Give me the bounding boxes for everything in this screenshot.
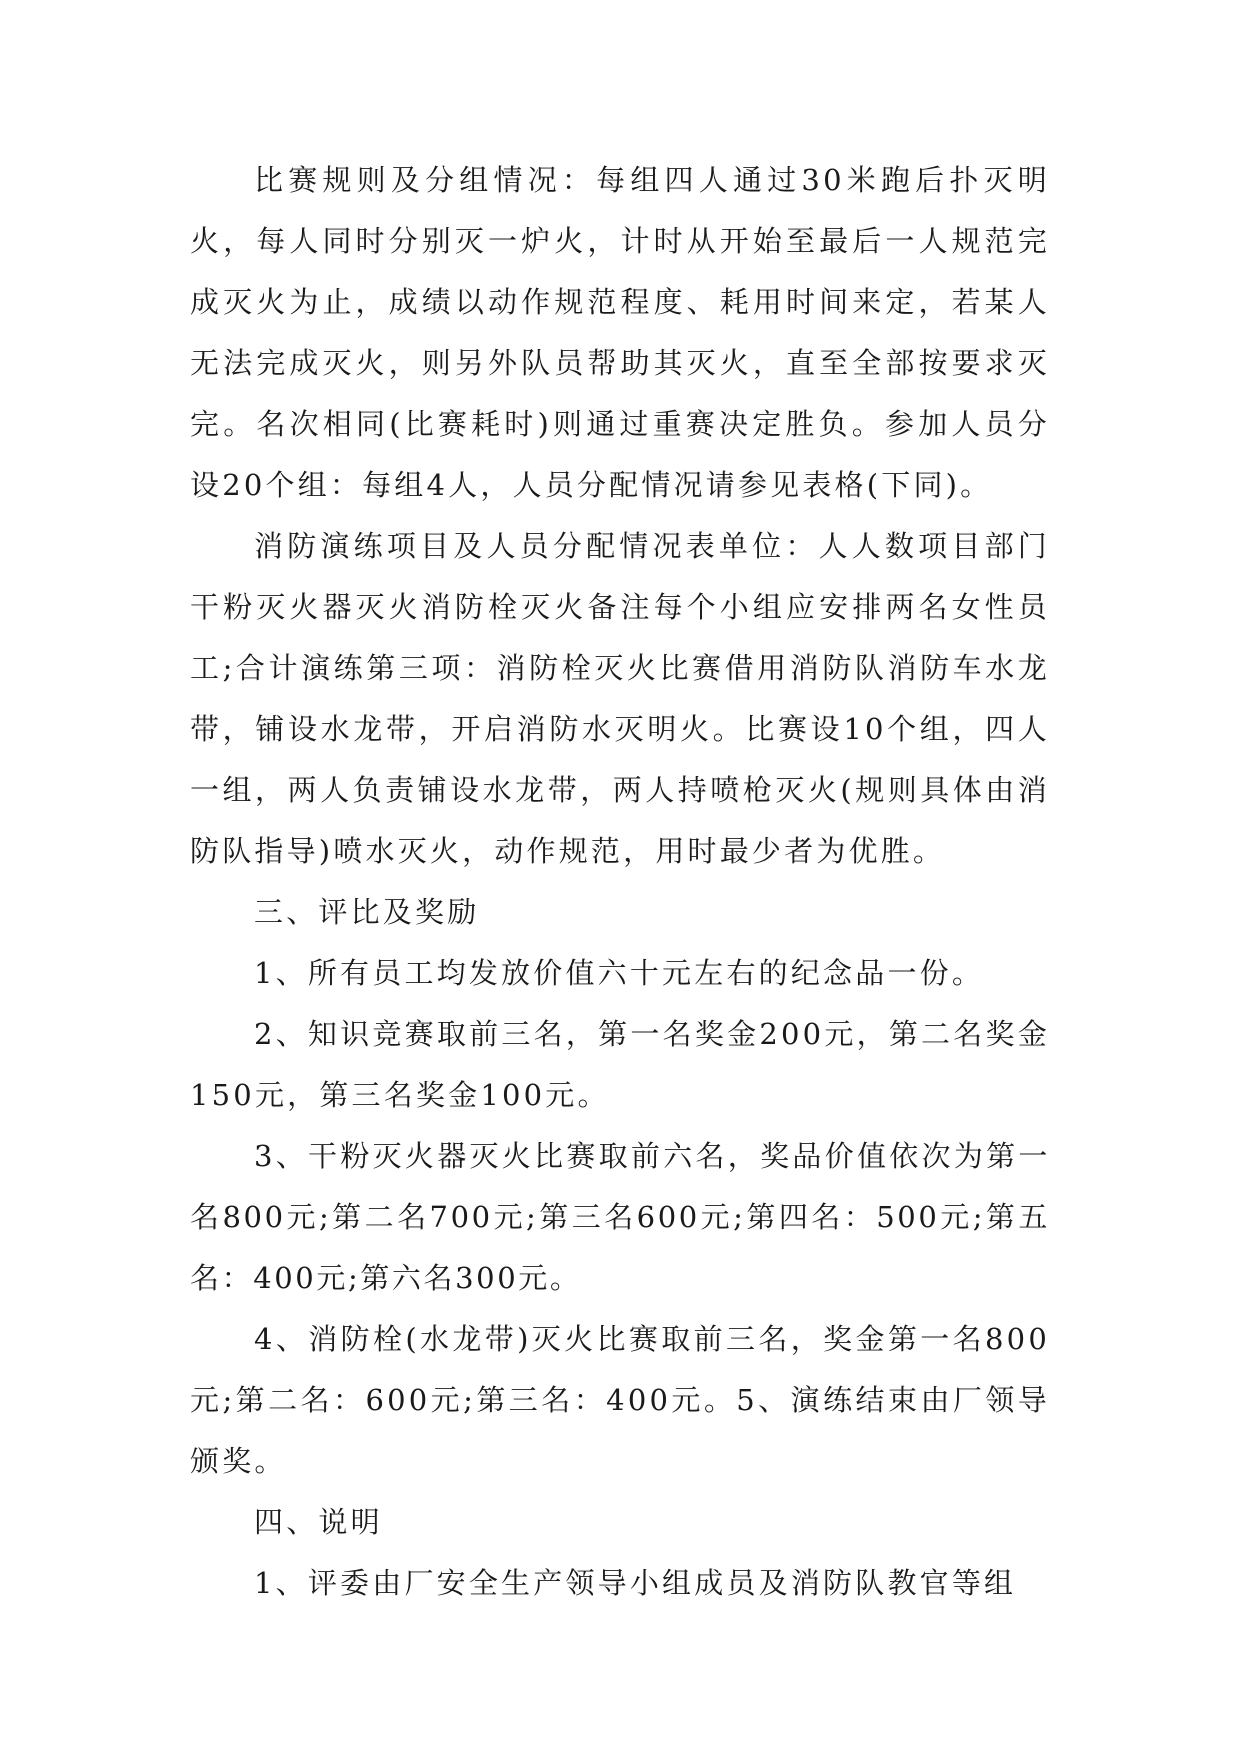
paragraph-award-1: 1、所有员工均发放价值六十元左右的纪念品一份。 <box>254 956 985 990</box>
paragraph-drill-items: 消防演练项目及人员分配情况表单位：人人数项目部门干粉灭火器灭火消防栓灭火备注每个小组应安排两名女性员工;合计演练第三项：消防栓灭火比赛借用消防队消防车水龙带，铺设水龙带，开启消防水灭明火。比赛设10个组，四人一组，两人负责铺设水龙带，两人持喷枪灭火(规则具体由消防队指导)喷水灭火，动作规范，用时最少者为优胜。 <box>190 529 1050 868</box>
section-heading-notes: 四、说明 <box>254 1505 383 1539</box>
paragraph-award-4: 4、消防栓(水龙带)灭火比赛取前三名，奖金第一名800元;第二名：600元;第三名：400元。5、演练结束由厂领导颁奖。 <box>190 1322 1050 1478</box>
document-page <box>190 150 1050 1614</box>
paragraph-competition-rules: 比赛规则及分组情况：每组四人通过30米跑后扑灭明火，每人同时分别灭一炉火，计时从开始至最后一人规范完成灭火为止，成绩以动作规范程度、耗用时间来定，若某人无法完成灭火，则另外队员帮助其灭火，直至全部按要求灭完。名次相同(比赛耗时)则通过重赛决定胜负。参加人员分设20个组：每组4人，人员分配情况请参见表格(下同)。 <box>190 163 1050 502</box>
paragraph-note-1: 1、评委由厂安全生产领导小组成员及消防队教官等组 <box>254 1566 1017 1600</box>
paragraph-award-3: 3、干粉灭火器灭火比赛取前六名，奖品价值依次为第一名800元;第二名700元;第三名600元;第四名：500元;第五名：400元;第六名300元。 <box>190 1139 1050 1295</box>
section-heading-awards: 三、评比及奖励 <box>254 895 480 929</box>
paragraph-award-2: 2、知识竞赛取前三名，第一名奖金200元，第二名奖金150元，第三名奖金100元。 <box>190 1017 1050 1112</box>
